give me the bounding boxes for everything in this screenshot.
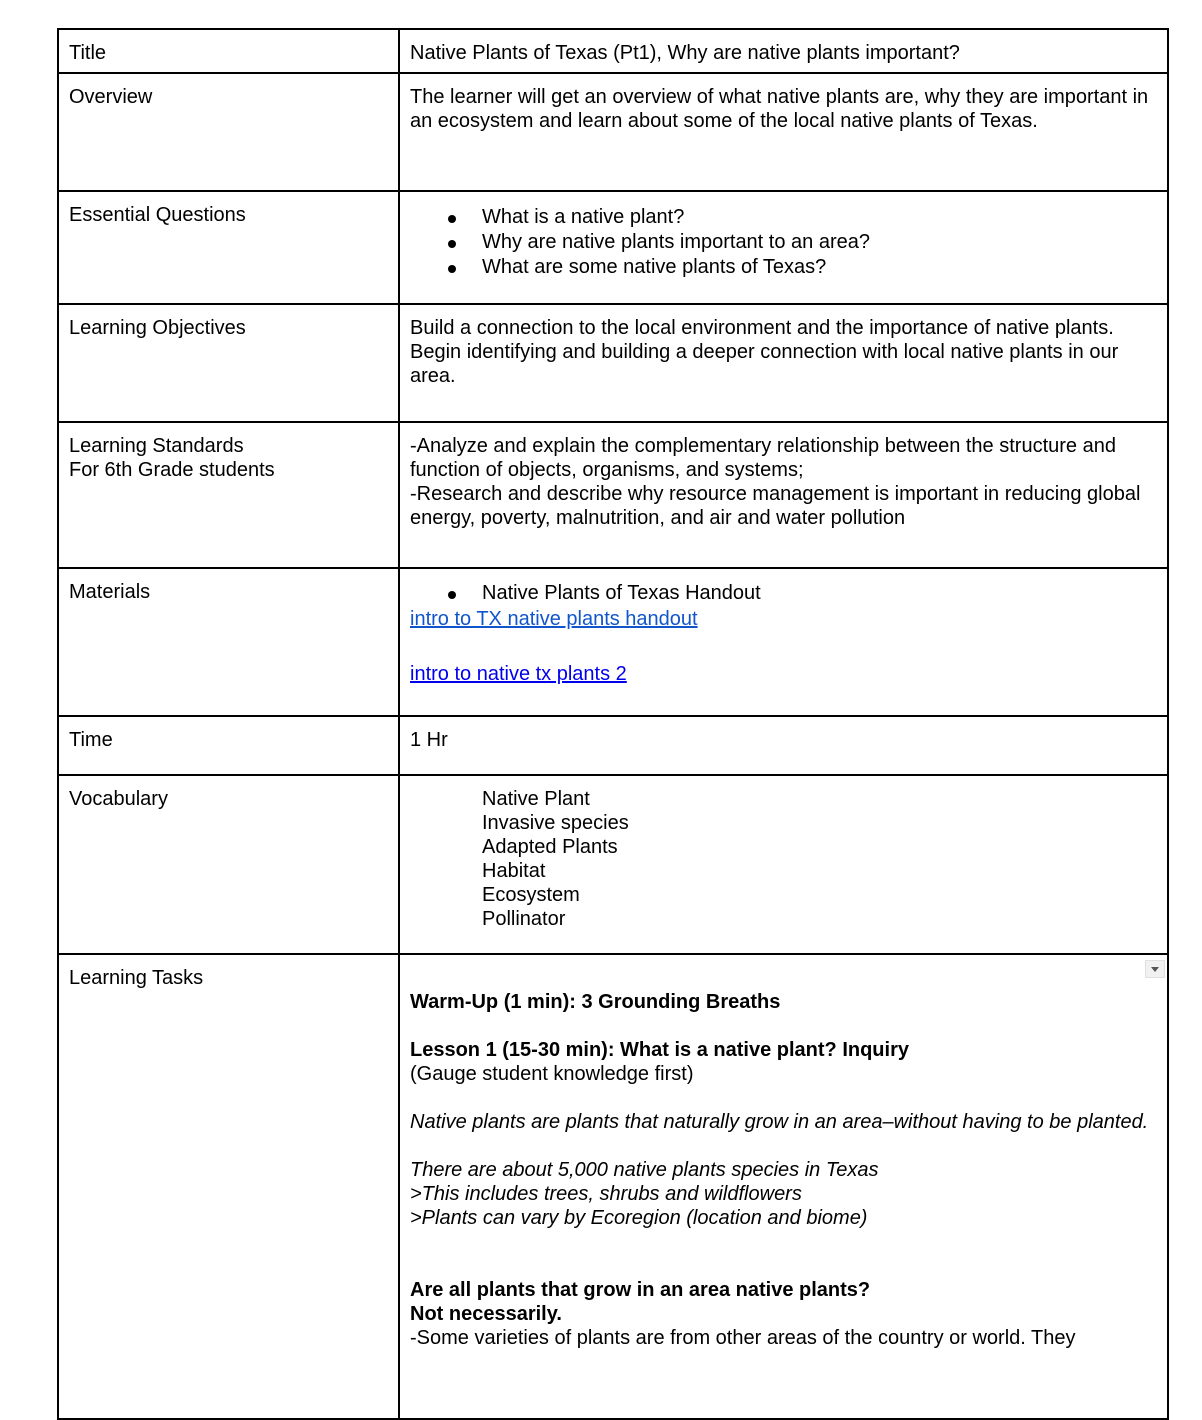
spacer [410, 1014, 1157, 1038]
label-learning-standards-line2: For 6th Grade students [69, 459, 275, 481]
value-materials [399, 568, 1168, 716]
row-materials [58, 568, 1168, 716]
label-learning-objectives: Learning Objectives [58, 304, 399, 422]
vocabulary-list [410, 787, 1157, 931]
lesson-plan-table [57, 28, 1169, 1420]
label-time: Time [58, 716, 399, 775]
row-learning-tasks [58, 954, 1168, 1419]
answer-heading: Not necessarily. [410, 1303, 562, 1325]
question-heading: Are all plants that grow in an area native plants? [410, 1279, 871, 1301]
spacer [410, 1086, 1157, 1110]
fact-line: >This includes trees, shrubs and wildflowers [410, 1183, 802, 1205]
value-essential-questions [399, 191, 1168, 304]
label-vocabulary: Vocabulary [58, 775, 399, 954]
value-time: 1 Hr [399, 716, 1168, 775]
spacer [410, 1134, 1157, 1158]
value-vocabulary [399, 775, 1168, 954]
row-learning-standards [58, 422, 1168, 568]
row-vocabulary [58, 775, 1168, 954]
list-item: What is a native plant? [410, 205, 1157, 230]
vocab-item: Ecosystem [482, 884, 580, 906]
explanation-text: -Some varieties of plants are from other areas of the country or world. They [410, 1327, 1076, 1349]
handout-link[interactable]: intro to TX native plants handout [410, 608, 698, 630]
label-essential-questions: Essential Questions [58, 191, 399, 304]
vocab-item: Native Plant [482, 788, 590, 810]
materials-list [410, 581, 1157, 606]
essential-questions-list [410, 205, 1157, 280]
list-item: What are some native plants of Texas? [410, 255, 1157, 280]
label-learning-tasks: Learning Tasks [58, 954, 399, 1419]
row-essential-questions [58, 191, 1168, 304]
chevron-down-icon[interactable] [1145, 960, 1165, 978]
vocab-item: Pollinator [482, 908, 566, 930]
row-overview [58, 73, 1168, 191]
list-item: Native Plants of Texas Handout [410, 581, 1157, 606]
value-title: Native Plants of Texas (Pt1), Why are native plants important? [399, 29, 1168, 73]
label-learning-standards-line1: Learning Standards [69, 435, 244, 457]
fact-line: >Plants can vary by Ecoregion (location and biome) [410, 1207, 868, 1229]
native-plant-definition: Native plants are plants that naturally grow in an area–without having to be planted. [410, 1111, 1149, 1133]
value-learning-tasks [399, 954, 1168, 1419]
value-learning-standards [399, 422, 1168, 568]
label-overview: Overview [58, 73, 399, 191]
lesson1-note: (Gauge student knowledge first) [410, 1063, 694, 1085]
row-learning-objectives [58, 304, 1168, 422]
fact-line: There are about 5,000 native plants species in Texas [410, 1159, 879, 1181]
value-learning-objectives: Build a connection to the local environment and the importance of native plants. Begin identifying and building a deeper connection with local native plants in our area. [399, 304, 1168, 422]
warmup-heading: Warm-Up (1 min): 3 Grounding Breaths [410, 991, 781, 1013]
label-materials: Materials [58, 568, 399, 716]
vocab-item: Adapted Plants [482, 836, 618, 858]
vocab-item: Habitat [482, 860, 546, 882]
spacer [410, 1230, 1157, 1278]
value-overview: The learner will get an overview of what native plants are, why they are important in an ecosystem and learn about some of the local native plants of Texas. [399, 73, 1168, 191]
label-title: Title [58, 29, 399, 73]
plants-2-link[interactable]: intro to native tx plants 2 [410, 663, 627, 685]
label-learning-standards [58, 422, 399, 568]
row-title [58, 29, 1168, 73]
standard-item: -Analyze and explain the complementary relationship between the structure and function of objects, organisms, and systems; [410, 435, 1116, 481]
list-item: Why are native plants important to an area? [410, 230, 1157, 255]
lesson1-heading: Lesson 1 (15-30 min): What is a native plant? Inquiry [410, 1039, 909, 1061]
spacer [410, 633, 1157, 661]
standard-item: -Research and describe why resource management is important in reducing global energy, poverty, malnutrition, and air and water pollution [410, 483, 1141, 529]
vocab-item: Invasive species [482, 812, 629, 834]
row-time [58, 716, 1168, 775]
